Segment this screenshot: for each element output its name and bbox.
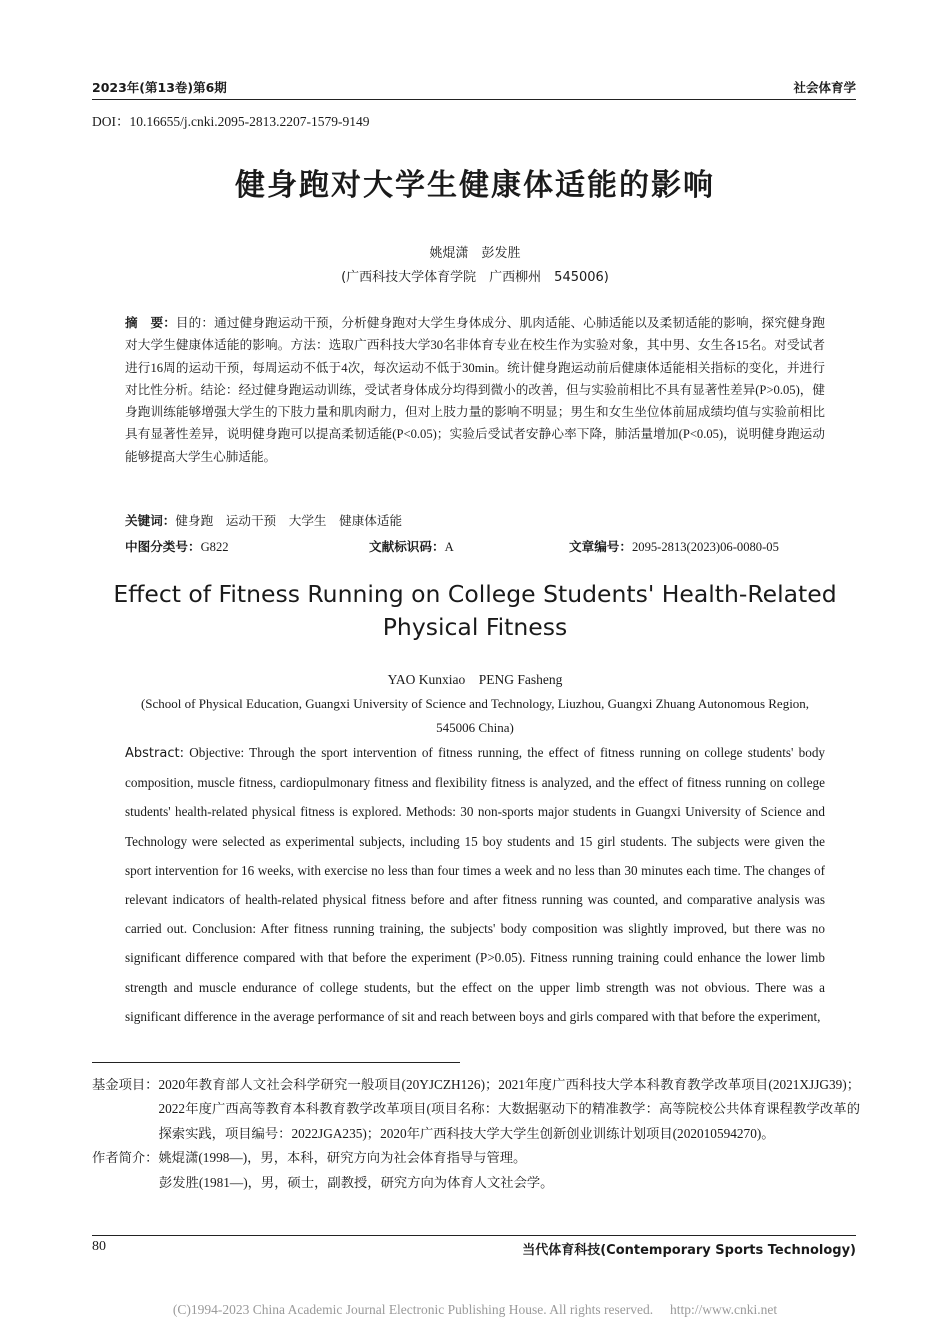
footer-divider [92, 1235, 856, 1236]
english-affiliation: (School of Physical Education, Guangxi University of Science and Technology, Liuzhou, Guangxi Zhuang Autonomous Region, 545006 China) [140, 696, 810, 735]
keywords-text: 健身跑 运动干预 大学生 健康体适能 [175, 514, 403, 528]
chinese-affiliation: (广西科技大学体育学院 广西柳州 545006) [341, 270, 609, 285]
fund-note [92, 1073, 860, 1146]
chinese-abstract-text: 目的：通过健身跑运动干预，分析健身跑对大学生身体成分、肌肉适能、心肺适能以及柔韧适能的影响，探究健身跑对大学生健康体适能的影响。方法：选取广西科技大学30名非体育专业在校生作为实验对象，其中男、女生各15名。对受试者进行16周的运动干预，每周运动不低于4次，每次运动不低于30min。统计健身跑运动前后健康体适能相关指标的变化，并进行对比性分析。结论：经过健身跑运动训练，受试者身体成分均得到微小的改善，但与实验前相比不具有显著性差异(P>0.05)，健身跑训练能够增强大学生的下肢力量和肌肉耐力，但对上肢力量的影响不明显；男生和女生坐位体前屈成绩均值与实验前相比具有显著性差异，说明健身跑可以提高柔韧适能(P<0.05)；实验后受试者安静心率下降，肺活量增加(P<0.05)，说明健身跑运动能够提高大学生心肺适能。 [125, 316, 826, 464]
header-divider [92, 99, 856, 100]
author-bio-1: 姚焜潇(1998—)，男，本科，研究方向为社会体育指导与管理。 [158, 1150, 527, 1166]
running-header [92, 78, 856, 98]
english-authors: YAO Kunxiao PENG Fasheng [387, 672, 563, 687]
article-number: 文章编号：2095-2813(2023)06-0080-05 [569, 539, 779, 554]
copyright-watermark: (C)1994-2023 China Academic Journal Electronic Publishing House. All rights reserved. http://www.cnki.net [172, 1302, 778, 1317]
chinese-title: 健身跑对大学生健康体适能的影响 [235, 168, 715, 203]
classification-line [125, 536, 825, 556]
english-abstract-text: Objective: Through the sport intervention of fitness running, the effect of fitness running on college students' body composition, muscle fitness, cardiopulmonary fitness and flexibility fitness is analyzed, and the effect of fitness running on college students' health-related physical fitness is explored. Methods: 30 non-sports major students in Guangxi University of Science and Technology were selected as experimental subjects, including 15 boy students and 15 girl students. The subjects were given the sport intervention for 16 weeks, with exercise no less than four times a week and no less than 30 minutes each time. The changes of relevant indicators of health-related physical fitness before and after fitness running was counted, and comparative analysis was carried out. Conclusion: After fitness running training, the subjects' body composition was slightly improved, but there was no significant difference compared with that before the experiment (P>0.05). Fitness running training could enhance the lower limb strength and muscle endurance of college students, but the effect on the upper limb strength was not obvious. There was a significant difference in the average performance of sit and reach between boys and girls compared with that before the experiment, [125, 745, 825, 1024]
keywords [125, 510, 825, 529]
author-bio-label: 作者简介： [92, 1150, 159, 1166]
fund-label: 基金项目： [92, 1077, 159, 1092]
author-bio-2: 彭发胜(1981—)，男，硕士，副教授，研究方向为体育人文社会学。 [159, 1174, 554, 1190]
doi[interactable]: DOI：10.16655/j.cnki.2095-2813.2207-1579-9149 [92, 114, 370, 129]
author-note [92, 1146, 860, 1170]
issue-info: 2023年(第13卷)第6期 [92, 80, 227, 95]
english-abstract-label: Abstract: [125, 746, 184, 761]
fund-text: 2020年教育部人文社会科学研究一般项目(20YJCZH126)；2021年度广西科技大学本科教育教学改革项目(2021XJJG39)；2022年度广西高等教育本科教育教学改革项目(项目名称：大数据驱动下的精准教学：高等院校公共体育课程教学改革的探索实践，项目编号：2022JGA235)；2020年广西科技大学大学生创新创业训练计划项目(202010594270)。 [158, 1077, 860, 1141]
english-abstract [125, 738, 825, 1050]
document-code: 文献标识码：A [369, 539, 454, 554]
chinese-abstract-label: 摘 要： [125, 315, 176, 330]
english-title: Effect of Fitness Running on College Students' Health-Related Physical Fitness [113, 580, 837, 641]
page-number: 80 [92, 1239, 106, 1254]
chinese-abstract [125, 312, 825, 468]
footnotes [92, 1073, 860, 1195]
chinese-authors: 姚焜潇 彭发胜 [429, 246, 521, 261]
keywords-label: 关键词： [125, 513, 176, 528]
clc-number: 中图分类号：G822 [125, 539, 229, 554]
journal-name: 当代体育科技(Contemporary Sports Technology) [522, 1243, 856, 1258]
footnote-divider [92, 1062, 460, 1063]
section-name: 社会体育学 [793, 80, 856, 95]
